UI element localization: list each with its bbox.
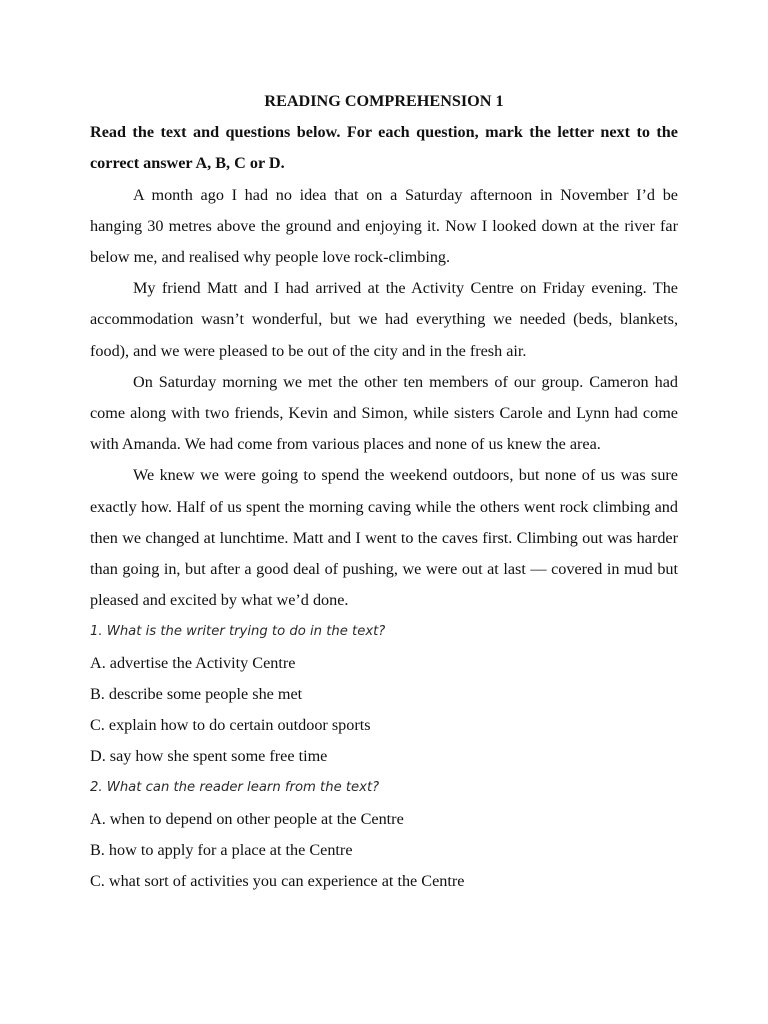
question-1-option-c: C. explain how to do certain outdoor sports [90,716,371,735]
question-2 [90,772,678,897]
question-2-option-c: C. what sort of activities you can experience at the Centre [90,872,465,891]
paragraph-3: On Saturday morning we met the other ten members of our group. Cameron had come along with two friends, Kevin and Simon, while sisters Carole and Lynn had come with Amanda. We had come from various places and none of us knew the area. [90,372,678,454]
document-page [90,86,678,897]
question-2-text: 2. What can the reader learn from the text? [90,780,380,796]
question-1 [90,616,678,772]
question-1-option-d: D. say how she spent some free time [90,747,328,766]
document-title: READING COMPREHENSION 1 [264,92,504,110]
question-2-option-a: A. when to depend on other people at the Centre [90,809,404,828]
question-1-text: 1. What is the writer trying to do in the text? [90,624,386,640]
instructions: Read the text and questions below. For each question, mark the letter next to the correct answer A, B, C or D. [90,123,678,173]
paragraph-4: We knew we were going to spend the weekend outdoors, but none of us was sure exactly how. Half of us spent the morning caving while the others went rock climbing and then we changed at lunchtime. Matt and I went to the caves first. Climbing out was harder than going in, but after a good deal of pushing, we were out at last — covered in mud but pleased and excited by what we’d done. [90,466,678,610]
paragraph-2: My friend Matt and I had arrived at the Activity Centre on Friday evening. The accommodation wasn’t wonderful, but we had everything we needed (beds, blankets, food), and we were pleased to be out of the city and in the fresh air. [90,279,678,360]
question-1-option-a: A. advertise the Activity Centre [90,653,296,672]
paragraph-1: A month ago I had no idea that on a Saturday afternoon in November I’d be hanging 30 metres above the ground and enjoying it. Now I looked down at the river far below me, and realised why people love rock-climbing. [90,185,678,267]
question-1-option-b: B. describe some people she met [90,684,303,703]
question-2-option-b: B. how to apply for a place at the Centre [90,840,353,859]
